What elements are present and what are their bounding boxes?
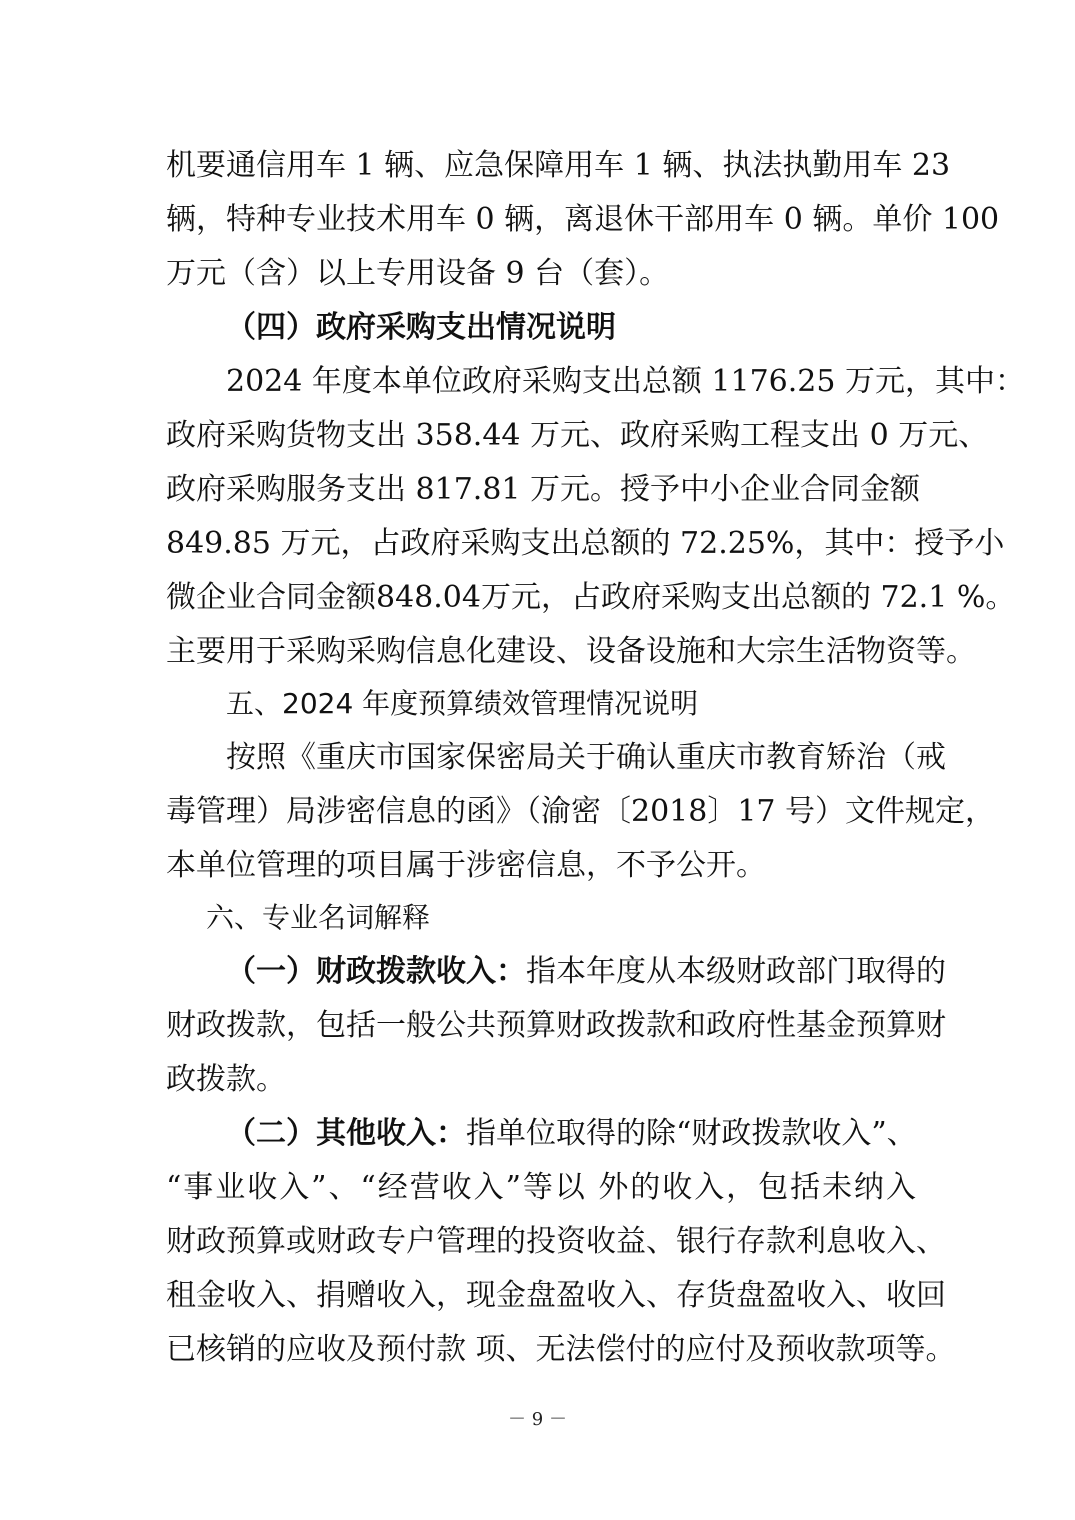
paragraph-line: 机要通信用车 1 辆、应急保障用车 1 辆、执法执勤用车 23 <box>166 148 951 183</box>
term-definition: 指单位取得的除“财政拨款收入”、 <box>466 1116 917 1151</box>
paragraph-line: “事业收入”、“经营收入”等以 外的收入，包括未纳入 <box>166 1170 916 1205</box>
paragraph-line: 财政拨款，包括一般公共预算财政拨款和政府性基金预算财 <box>166 1008 946 1043</box>
section-heading: 六、专业名词解释 <box>206 901 431 934</box>
paragraph-line: 政府采购服务支出 817.81 万元。授予中小企业合同金额 <box>166 472 921 507</box>
paragraph-line: 2024 年度本单位政府采购支出总额 1176.25 万元，其中： <box>226 364 1026 399</box>
paragraph-line: 微企业合同金额848.04万元，占政府采购支出总额的 72.1 %。 <box>166 580 1016 615</box>
paragraph-line: 租金收入、捐赠收入，现金盘盈收入、存货盘盈收入、收回 <box>166 1278 946 1313</box>
paragraph-line <box>226 1114 916 1154</box>
section-subheading: （四）政府采购支出情况说明 <box>226 310 616 345</box>
page-number: － 9 － <box>508 1409 567 1430</box>
paragraph-line: 主要用于采购采购信息化建设、设备设施和大宗生活物资等。 <box>166 634 976 669</box>
paragraph-line <box>226 952 946 992</box>
term-definition: 指本年度从本级财政部门取得的 <box>526 954 946 989</box>
paragraph-line: 按照《重庆市国家保密局关于确认重庆市教育矫治（戒 <box>226 740 946 775</box>
paragraph-line: 本单位管理的项目属于涉密信息，不予公开。 <box>166 848 766 883</box>
term-label: （一）财政拨款收入： <box>226 954 526 989</box>
section-heading: 五、2024 年度预算绩效管理情况说明 <box>226 687 699 720</box>
paragraph-line: 毒管理）局涉密信息的函》（渝密〔2018〕17 号）文件规定， <box>166 794 996 829</box>
paragraph-line: 政拨款。 <box>166 1062 286 1097</box>
paragraph-line: 849.85 万元，占政府采购支出总额的 72.25%，其中：授予小 <box>166 526 1005 561</box>
term-label: （二）其他收入： <box>226 1116 466 1151</box>
paragraph-line: 政府采购货物支出 358.44 万元、政府采购工程支出 0 万元、 <box>166 418 989 453</box>
paragraph-line: 万元（含）以上专用设备 9 台（套）。 <box>166 256 670 291</box>
paragraph-line: 已核销的应收及预付款 项、无法偿付的应付及预收款项等。 <box>166 1332 956 1367</box>
paragraph-line: 财政预算或财政专户管理的投资收益、银行存款利息收入、 <box>166 1224 946 1259</box>
paragraph-line: 辆，特种专业技术用车 0 辆，离退休干部用车 0 辆。单价 100 <box>166 202 1000 237</box>
